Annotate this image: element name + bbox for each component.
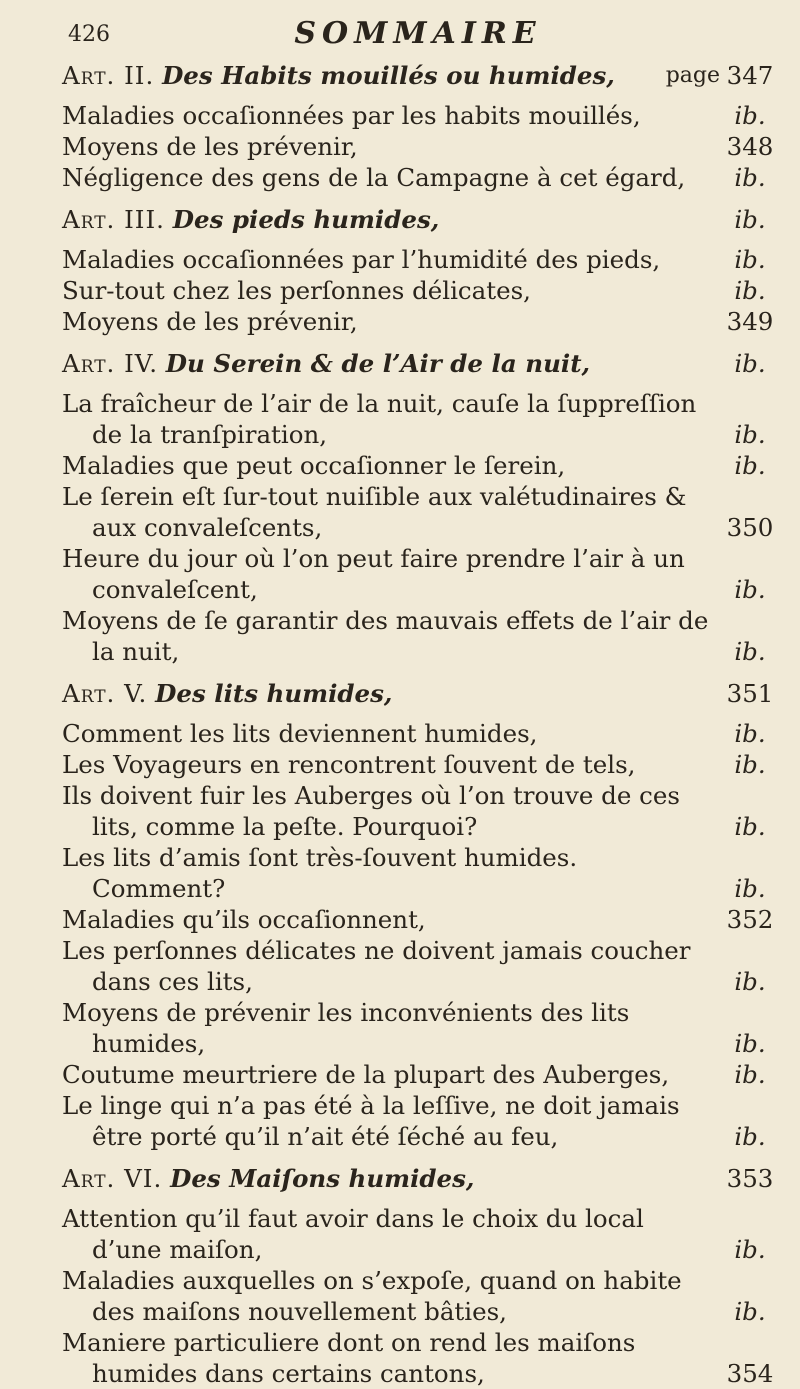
entry-text: Sur-tout chez les perſonnes délicates,: [62, 276, 531, 305]
entry-text: Moyens de les prévenir,: [62, 132, 358, 161]
entry-text: Maladies que peut occaſionner le ſerein,: [62, 451, 566, 480]
article-title: Du Serein & de l’Air de la nuit,: [165, 349, 591, 378]
entry-text: Les Voyageurs en rencontrent ſouvent de tels,: [62, 750, 636, 779]
entry-text: La fraîcheur de l’air de la nuit, cauſe la ſuppreſſion de la tranſpiration,: [62, 389, 697, 449]
toc-entry: [62, 388, 774, 450]
page-reference: ib.: [734, 1122, 766, 1151]
toc-entry: [62, 904, 774, 935]
page-reference: ib.: [734, 101, 766, 130]
article-label: Art. II.: [62, 61, 155, 90]
entry-text: Le linge qui n’a pas été à la leſſive, ne doit jamais être porté qu’il n’ait été ſéché au feu,: [62, 1091, 680, 1151]
article-title-line: [62, 204, 726, 235]
article-title: Des Habits mouillés ou humides,: [162, 61, 615, 90]
article-label: Art. V.: [62, 679, 148, 708]
toc-entry: [62, 275, 774, 306]
page-reference: ib.: [734, 750, 766, 779]
page-reference: 351: [726, 679, 774, 708]
article-heading: [62, 678, 774, 709]
article-title-line: [62, 678, 726, 709]
entry-text: Les perſonnes délicates ne doivent jamais coucher dans ces lits,: [62, 936, 691, 996]
page-prefix: page: [665, 63, 720, 88]
article-heading: [62, 348, 774, 379]
entry-text: Maladies auxquelles on s’expoſe, quand on habite des maiſons nouvellement bâties,: [62, 1266, 682, 1326]
article-heading: [62, 204, 774, 235]
entry-text: Ils doivent fuir les Auberges où l’on trouve de ces lits, comme la peſte. Pourquoi?: [62, 781, 680, 841]
toc-entry: [62, 244, 774, 275]
toc-entry: [62, 306, 774, 337]
toc-entry: [62, 1090, 774, 1152]
entry-text: Moyens de ſe garantir des mauvais effets de l’air de la nuit,: [62, 606, 709, 666]
article-label: Art. IV.: [62, 349, 158, 378]
entry-text: Maladies occaſionnées par les habits mouillés,: [62, 101, 641, 130]
toc-entry: [62, 131, 774, 162]
page-reference: ib.: [734, 1060, 766, 1089]
toc-entry: [62, 1203, 774, 1265]
toc-entry: [62, 162, 774, 193]
page-reference: ib.: [734, 349, 766, 378]
toc-entry: [62, 481, 774, 543]
page-reference: ib.: [734, 967, 766, 996]
entry-text: Heure du jour où l’on peut faire prendre l’air à un convaleſcent,: [62, 544, 685, 604]
toc-entry: [62, 450, 774, 481]
page-reference: 352: [726, 905, 774, 934]
entry-text: Maladies occaſionnées par l’humidité des pieds,: [62, 245, 661, 274]
toc-entry: [62, 605, 774, 667]
page-reference: 347: [726, 61, 774, 90]
article-title: Des lits humides,: [155, 679, 393, 708]
entry-text: Moyens de prévenir les inconvénients des lits humides,: [62, 998, 630, 1058]
article-label: Art. III.: [62, 205, 165, 234]
page-reference: ib.: [734, 276, 766, 305]
page-reference: ib.: [734, 637, 766, 666]
page-reference: ib.: [734, 205, 766, 234]
entry-text: Coutume meurtriere de la plupart des Auberges,: [62, 1060, 670, 1089]
toc-entry: [62, 935, 774, 997]
article-label: Art. VI.: [62, 1164, 163, 1193]
running-title: SOMMAIRE: [294, 16, 542, 51]
page-reference: ib.: [734, 1235, 766, 1264]
entry-text: Maniere particuliere dont on rend les maiſons humides dans certains cantons,: [62, 1328, 636, 1388]
page-header: [68, 14, 768, 54]
toc-entry: [62, 1265, 774, 1327]
article-title-line: [62, 1163, 726, 1194]
article-title: Des Maiſons humides,: [170, 1164, 475, 1193]
page-reference: 348: [726, 132, 774, 161]
page-reference: ib.: [734, 1297, 766, 1326]
toc-entry: [62, 100, 774, 131]
toc-entry: [62, 718, 774, 749]
article-title-line: [62, 60, 666, 91]
toc-entry: [62, 1327, 774, 1389]
article-title: Des pieds humides,: [172, 205, 440, 234]
page-reference: ib.: [734, 812, 766, 841]
entry-text: Les lits d’amis ſont très-ſouvent humides. Comment?: [62, 843, 578, 903]
entry-text: Attention qu’il faut avoir dans le choix du local d’une maiſon,: [62, 1204, 644, 1264]
page-reference: 354: [726, 1359, 774, 1388]
page-reference: 353: [726, 1164, 774, 1193]
page-number: 426: [68, 22, 110, 47]
toc-entry: [62, 749, 774, 780]
toc-entry: [62, 1059, 774, 1090]
entry-text: Négligence des gens de la Campagne à cet égard,: [62, 163, 686, 192]
toc-entry: [62, 780, 774, 842]
page-reference: ib.: [734, 163, 766, 192]
entry-text: Comment les lits deviennent humides,: [62, 719, 538, 748]
page-reference: ib.: [734, 451, 766, 480]
toc-entry: [62, 997, 774, 1059]
entry-text: Maladies qu’ils occaſionnent,: [62, 905, 426, 934]
toc-entry: [62, 543, 774, 605]
entry-text: Moyens de les prévenir,: [62, 307, 358, 336]
table-of-contents: [62, 60, 774, 1389]
toc-entry: [62, 842, 774, 904]
article-heading: [62, 1163, 774, 1194]
article-title-line: [62, 348, 726, 379]
entry-text: Le ſerein eſt ſur-tout nuiſible aux valétudinaires & aux convaleſcents,: [62, 482, 687, 542]
page-reference: ib.: [734, 420, 766, 449]
page-reference: 350: [726, 513, 774, 542]
page-reference: ib.: [734, 1029, 766, 1058]
page-reference: ib.: [734, 719, 766, 748]
page-reference: ib.: [734, 245, 766, 274]
article-heading: [62, 60, 774, 91]
page-reference: ib.: [734, 575, 766, 604]
page-reference: 349: [726, 307, 774, 336]
page-reference: ib.: [734, 874, 766, 903]
